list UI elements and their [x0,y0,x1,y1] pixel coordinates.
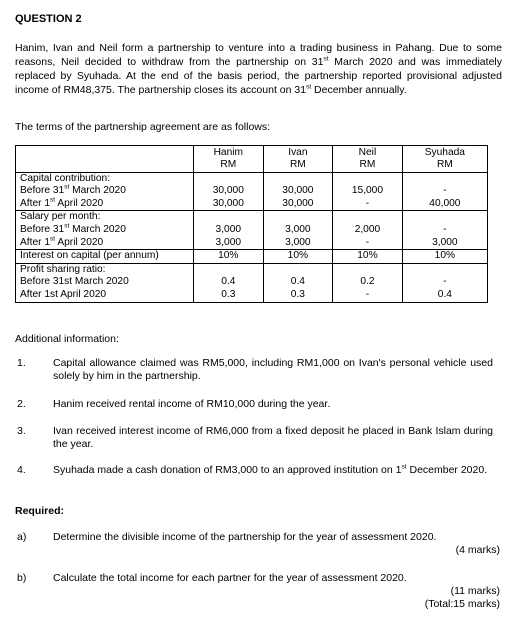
capital-after-neil: - [333,198,403,211]
question-label: a) [17,531,27,543]
capital-before-hanim: 30,000 [194,185,264,198]
unit-ivan: RM [263,159,333,172]
header-ivan: Ivan [263,146,333,160]
header-hanim: Hanim [194,146,264,160]
profit-before-hanim: 0.4 [194,276,264,289]
profit-after-label: After 1st April 2020 [16,289,194,302]
profit-after-ivan: 0.3 [263,289,333,302]
additional-heading: Additional information: [15,333,119,345]
profit-before-neil: 0.2 [333,276,403,289]
table-unit-row [16,159,488,172]
total-marks: (Total:15 marks) [424,598,500,610]
intro-text-1: Hanim, Ivan and Neil form a partnership to venture into a trading business in Pahang. Due to some reasons, Neil decided to withdraw from the partnership on 31 [15,42,502,68]
capital-before-row [16,185,488,198]
profit-after-syuhada: 0.4 [402,289,487,302]
item-number: 2. [17,398,26,410]
item-number: 1. [17,357,26,369]
capital-label-row [16,172,488,185]
capital-before-syuhada: - [443,185,447,197]
item-text: Hanim received rental income of RM10,000 during the year. [53,398,331,410]
profit-label-row [16,263,488,276]
required-heading: Required: [15,505,65,517]
profit-before-syuhada: - [443,276,447,288]
table-header-row [16,146,488,160]
salary-after-syuhada: 3,000 [402,237,487,250]
salary-after-ivan: 3,000 [263,237,333,250]
unit-hanim: RM [194,159,264,172]
question-title: QUESTION 2 [15,13,82,25]
item-number: 3. [17,425,26,437]
capital-after-row [16,198,488,211]
question-text: Determine the divisible income of the partnership for the year of assessment 2020. [53,531,437,543]
item-text: Syuhada made a cash donation of RM3,000 to an approved institution on 1st December 2020. [53,463,488,476]
profit-before-row [16,276,488,289]
salary-after-label: After 1st April 2020 [16,237,194,250]
capital-before-label: Before 31st March 2020 [16,185,194,198]
profit-after-neil: - [333,289,403,302]
intro-text-2: March 2020 and was immediately replaced by Syuhada. At the end of the basis period, the partnership reported provisional adjusted income of RM48,375. The partnership closes its account on 31 [15,56,502,96]
salary-label-row [16,211,488,224]
salary-label: Salary per month: [16,211,194,224]
capital-after-syuhada: 40,000 [402,198,487,211]
interest-syuhada: 10% [402,250,487,264]
question-text: Calculate the total income for each partner for the year of assessment 2020. [53,572,407,584]
item-text: Capital allowance claimed was RM5,000, including RM1,000 on Ivan's personal vehicle used solely by him in the partnership. [53,357,493,382]
capital-before-ivan: 30,000 [263,185,333,198]
header-syuhada: Syuhada [424,146,465,158]
interest-ivan: 10% [263,250,333,264]
interest-row [16,250,488,264]
question-marks: (4 marks) [455,544,500,556]
salary-before-hanim: 3,000 [194,224,264,237]
capital-after-label: After 1st April 2020 [16,198,194,211]
profit-after-row [16,289,488,302]
salary-before-neil: 2,000 [333,224,403,237]
salary-before-label: Before 31st March 2020 [16,224,194,237]
capital-after-ivan: 30,000 [263,198,333,211]
capital-after-hanim: 30,000 [194,198,264,211]
salary-before-syuhada: - [443,223,447,235]
profit-before-label: Before 31st March 2020 [16,276,194,289]
unit-syuhada: RM [402,159,487,172]
interest-label: Interest on capital (per annum) [16,250,194,264]
partnership-terms-table [15,145,488,303]
intro-text-3: December annually. [311,84,407,96]
question-marks: (11 marks) [450,585,500,597]
question-label: b) [17,572,27,584]
interest-hanim: 10% [194,250,264,264]
intro-paragraph [15,41,502,97]
unit-neil: RM [333,159,403,172]
intro-sup-1: st [323,55,329,63]
intro-sup-2: st [306,83,312,91]
profit-before-ivan: 0.4 [263,276,333,289]
interest-neil: 10% [333,250,403,264]
profit-label: Profit sharing ratio: [16,263,194,276]
item-number: 4. [17,464,26,476]
capital-label: Capital contribution: [16,172,194,185]
capital-before-neil: 15,000 [333,185,403,198]
salary-before-row [16,224,488,237]
header-neil: Neil [333,146,403,160]
profit-after-hanim: 0.3 [194,289,264,302]
salary-after-hanim: 3,000 [194,237,264,250]
terms-heading: The terms of the partnership agreement are as follows: [15,121,271,133]
item-text: Ivan received interest income of RM6,000 from a fixed deposit he placed in Bank Islam during the year. [53,425,493,450]
salary-after-row [16,237,488,250]
salary-after-neil: - [333,237,403,250]
salary-before-ivan: 3,000 [263,224,333,237]
